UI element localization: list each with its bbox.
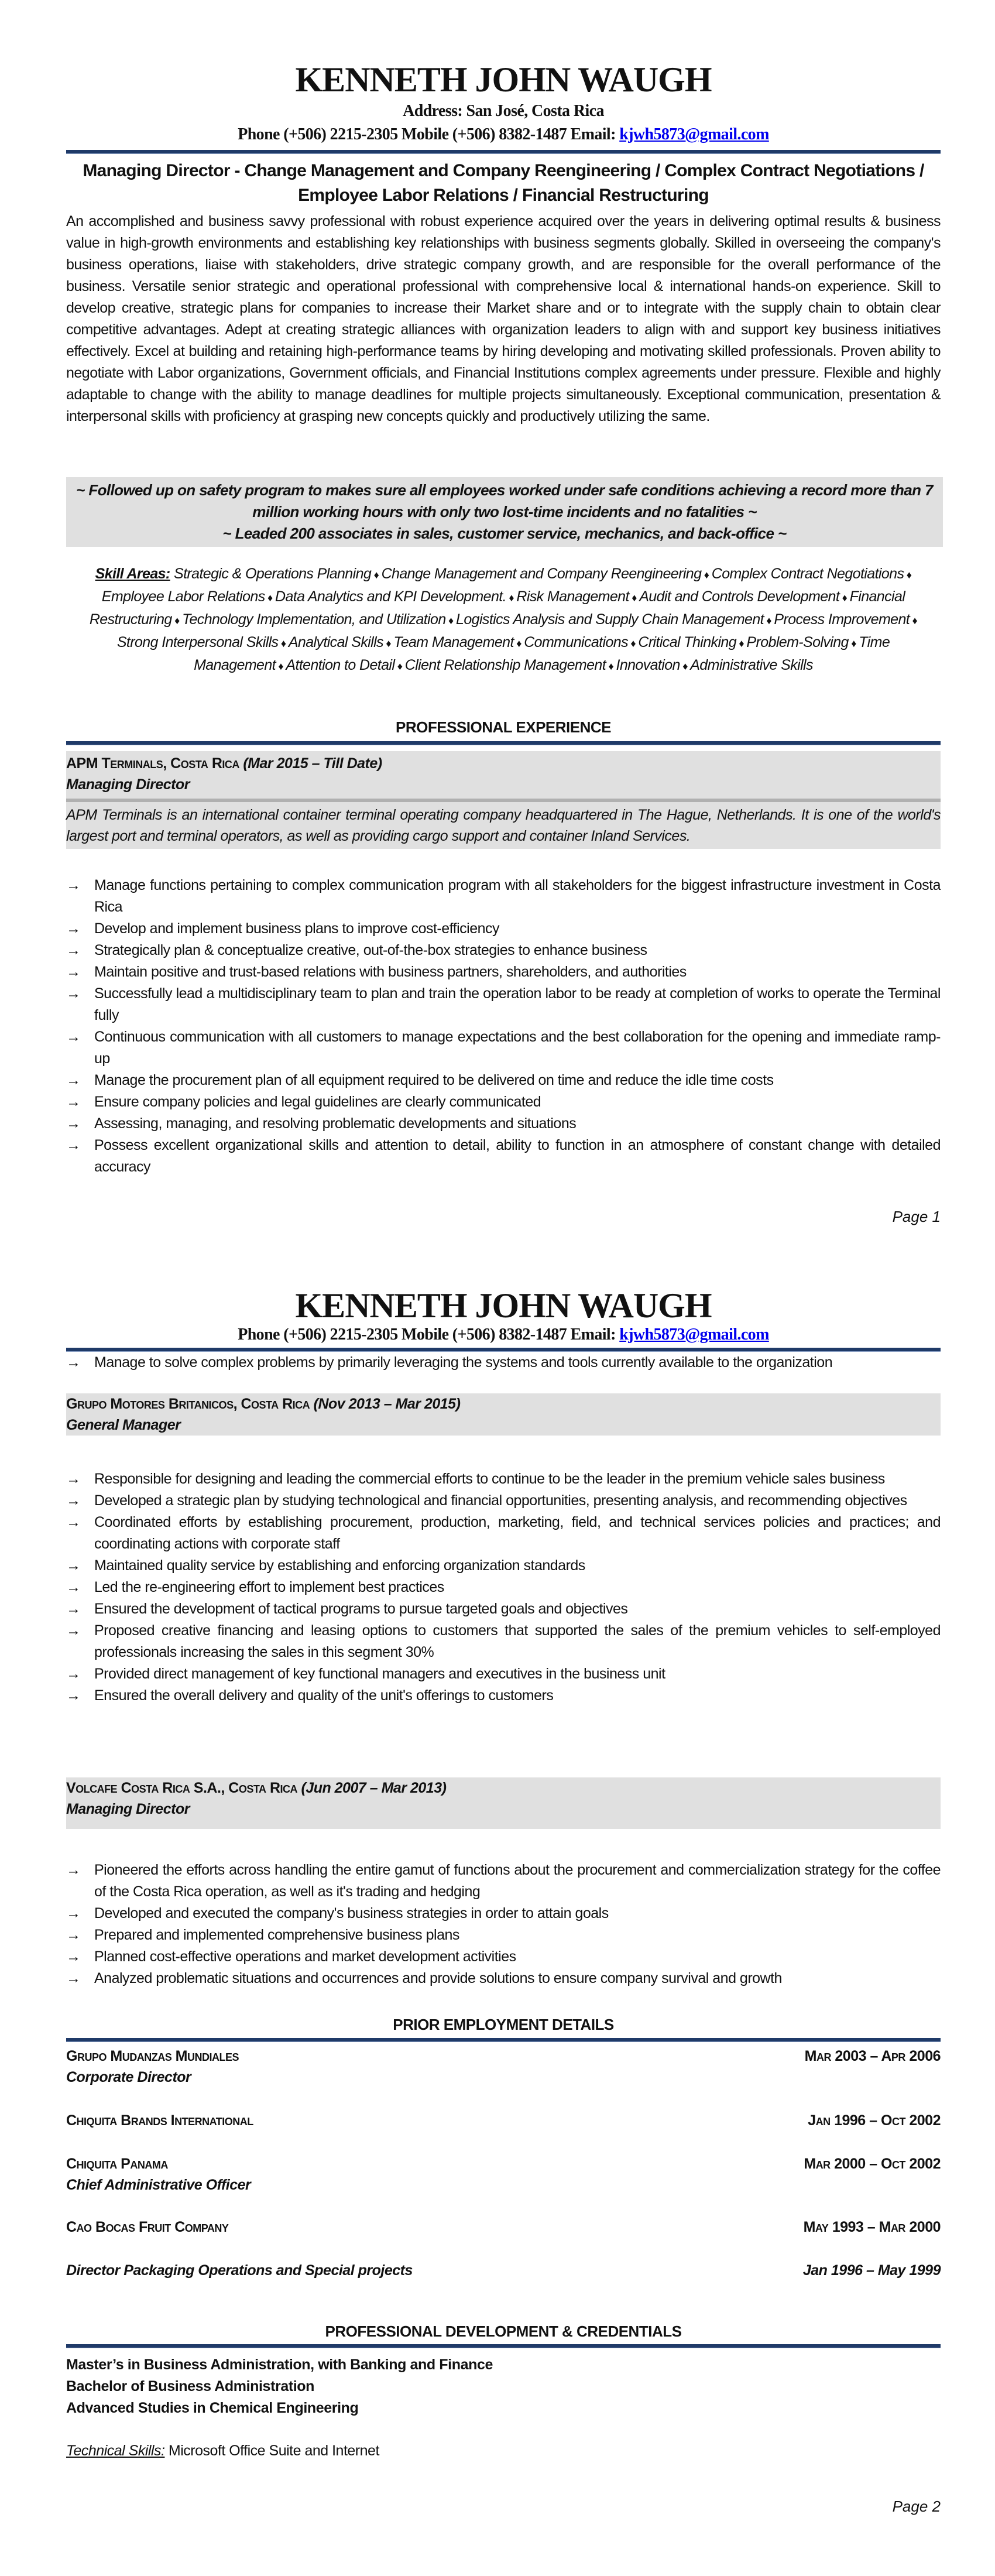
- bullet-text: Provided direct management of key functional managers and executives in the business unit: [94, 1666, 665, 1682]
- diamond-separator-icon: ♦: [627, 638, 639, 649]
- prior-employment-list: [66, 2046, 941, 2281]
- degree: Master’s in Business Administration, with Banking and Finance: [66, 2356, 493, 2373]
- prior-job: [66, 2153, 941, 2174]
- page-number: Page 2: [892, 2498, 941, 2515]
- company-name: Cao Bocas Fruit Company: [66, 2219, 229, 2235]
- skill-item: Attention to Detail: [286, 657, 395, 673]
- bullet-item: [66, 1903, 941, 1924]
- job-dates: Mar 2003 – Apr 2006: [804, 2048, 941, 2064]
- job-dates: (Nov 2013 – Mar 2015): [313, 1396, 461, 1412]
- diamond-separator-icon: ♦: [764, 615, 774, 626]
- skill-item: Risk Management: [516, 588, 629, 605]
- arrow-bullet-icon: →: [66, 920, 81, 937]
- job-title: Corporate Director: [66, 2069, 191, 2085]
- arrow-bullet-icon: →: [66, 1601, 81, 1617]
- job-dates: Jan 1996 – May 1999: [802, 2262, 941, 2279]
- bullet-item: [66, 1512, 941, 1555]
- job-title: Managing Director: [66, 1801, 190, 1817]
- skill-item: Strong Interpersonal Skills: [116, 634, 279, 650]
- job-title: Managing Director: [66, 776, 190, 793]
- prior-job: [66, 2217, 941, 2238]
- header-rule: [66, 1348, 941, 1352]
- job-dates: (Mar 2015 – Till Date): [243, 755, 382, 772]
- arrow-bullet-icon: →: [66, 964, 81, 980]
- company-name: Chiquita Panama: [66, 2156, 168, 2172]
- bullet-text: Ensured the overall delivery and quality of the unit's offerings to customers: [94, 1687, 554, 1704]
- skill-item: Employee Labor Relations: [101, 588, 265, 605]
- address: Address: San José, Costa Rica: [403, 102, 604, 120]
- job-title: General Manager: [66, 1417, 181, 1433]
- professional-headline: Managing Director - Change Management and Company Reengineering / Complex Contract Negotiations / Employee Labor Relations / Financial Restructuring: [83, 161, 924, 205]
- diamond-separator-icon: ♦: [506, 592, 517, 604]
- page-number: Page 1: [892, 1208, 941, 1225]
- bullet-item: [66, 940, 941, 961]
- skill-item: Complex Contract Negotiations: [711, 566, 904, 582]
- bullet-item: [66, 1859, 941, 1903]
- candidate-name: KENNETH JOHN WAUGH: [295, 60, 712, 99]
- diamond-separator-icon: ♦: [848, 638, 859, 649]
- candidate-name: KENNETH JOHN WAUGH: [295, 1286, 712, 1325]
- prior-job: [66, 2046, 941, 2067]
- bullet-text: Possess excellent organizational skills and attention to detail, ability to function in an atmosphere of constant change with detailed accuracy: [94, 1137, 941, 1175]
- arrow-bullet-icon: →: [66, 942, 81, 958]
- arrow-bullet-icon: →: [66, 1514, 81, 1530]
- bullet-text: Analyzed problematic situations and occurrences and provide solutions to ensure company survival and growth: [94, 1970, 782, 1986]
- job-title: Chief Administrative Officer: [66, 2177, 251, 2193]
- bullet-text: Led the re-engineering effort to implement best practices: [94, 1579, 444, 1595]
- skill-item: Time Management: [194, 634, 890, 673]
- bullet-text: Strategically plan & conceptualize creative, out-of-the-box strategies to enhance business: [94, 942, 647, 958]
- section-professional-development: PROFESSIONAL DEVELOPMENT & CREDENTIALS: [325, 2322, 682, 2340]
- diamond-separator-icon: ♦: [736, 638, 747, 649]
- summary-paragraph: An accomplished and business savvy professional with robust experience acquired over the years in delivering optimal results & business value in high-growth environments and establishing key relationships with business segments globally. Skilled in overseeing the company's business operations, liaise with stakeholders, drive strategic company growth, and are responsible for the overall performance of the business. Versatile senior strategic and operational professional with comprehensive local & international hands-on experience. Skill to develop creative, strategic plans for companies to increase their Market share and or to integrate with the supply chain to obtain clear competitive advantages. Adept at creating strategic alliances with organization leaders to align with and support key business initiatives effectively. Excel at building and retaining high-performance teams by hiring developing and motivating skilled professionals. Proven ability to negotiate with Labor organizations, Government officials, and Financial Institutions complex agreements under pressure. Flexible and highly adaptable to change with the ability to manage deadlines for multiple projects simultaneously. Exceptional communication, presentation & interpersonal skills with proficiency at grasping new concepts quickly and productively utilizing the same.: [66, 213, 941, 424]
- arrow-bullet-icon: →: [66, 1471, 81, 1487]
- prior-job: [66, 2110, 941, 2131]
- bullet-text: Continuous communication with all customers to manage expectations and the best collaboration for the opening and immediate ramp-up: [94, 1029, 941, 1067]
- bullet-text: Manage to solve complex problems by primarily leveraging the systems and tools currently available to the organization: [94, 1354, 833, 1371]
- diamond-separator-icon: ♦: [394, 660, 405, 672]
- arrow-bullet-icon: →: [66, 1094, 81, 1110]
- bullet-item: [66, 1577, 941, 1598]
- arrow-bullet-icon: →: [66, 1948, 81, 1965]
- degree: Bachelor of Business Administration: [66, 2378, 315, 2395]
- job-divider: [66, 799, 941, 802]
- technical-skills-value: Microsoft Office Suite and Internet: [164, 2443, 379, 2459]
- diamond-separator-icon: ♦: [276, 660, 286, 672]
- skill-item: Logistics Analysis and Supply Chain Management: [456, 611, 764, 628]
- contact-line: [66, 1323, 941, 1347]
- diamond-separator-icon: ♦: [904, 569, 912, 581]
- bullet-item: [66, 1598, 941, 1620]
- job-header-apm: [66, 751, 941, 849]
- degree: Advanced Studies in Chemical Engineering: [66, 2400, 359, 2416]
- technical-skills: [66, 2440, 941, 2462]
- job-dates: Mar 2000 – Oct 2002: [804, 2156, 941, 2172]
- skill-item: Problem-Solving: [746, 634, 849, 650]
- arrow-bullet-icon: →: [66, 1927, 81, 1943]
- bullet-item: [66, 1026, 941, 1070]
- diamond-separator-icon: ♦: [278, 638, 289, 649]
- contact-line: [66, 123, 941, 146]
- arrow-bullet-icon: →: [66, 1862, 81, 1878]
- skill-item: Process Improvement: [774, 611, 910, 628]
- arrow-bullet-icon: →: [66, 1029, 81, 1045]
- skill-item: Administrative Skills: [690, 657, 813, 673]
- email-link[interactable]: kjwh5873@gmail.com: [619, 1325, 769, 1344]
- education-list: [66, 2354, 941, 2419]
- section-rule: [66, 2344, 941, 2348]
- diamond-separator-icon: ♦: [701, 569, 712, 581]
- bullet-text: Coordinated efforts by establishing procurement, production, marketing, field, and technical services policies and practices; and coordinating actions with corporate staff: [94, 1514, 941, 1552]
- company-name: Grupo Motores Britanicos, Costa Rica: [66, 1396, 310, 1412]
- bullet-item: [66, 1968, 941, 1989]
- arrow-bullet-icon: →: [66, 985, 81, 1002]
- bullet-item: [66, 1490, 941, 1512]
- arrow-bullet-icon: →: [66, 877, 81, 893]
- prior-job-title: [66, 2174, 941, 2195]
- arrow-bullet-icon: →: [66, 1666, 81, 1682]
- arrow-bullet-icon: →: [66, 1905, 81, 1921]
- arrow-bullet-icon: →: [66, 1072, 81, 1088]
- job-bullets-grupo-motores: [66, 1468, 941, 1707]
- diamond-separator-icon: ♦: [171, 615, 183, 626]
- diamond-separator-icon: ♦: [265, 592, 275, 604]
- arrow-bullet-icon: →: [66, 1115, 81, 1132]
- skill-areas: [88, 563, 919, 677]
- arrow-bullet-icon: →: [66, 1687, 81, 1704]
- technical-skills-label: Technical Skills:: [66, 2443, 165, 2459]
- bullet-text: Planned cost-effective operations and market development activities: [94, 1948, 516, 1965]
- bullet-item: [66, 918, 941, 940]
- arrow-bullet-icon: →: [66, 1354, 81, 1371]
- highlight-safety: ~ Followed up on safety program to makes sure all employees worked under safe conditions achieving a record more than 7 million working hours with only two lost-time incidents and no fatalities ~: [76, 481, 933, 520]
- skill-item: Analytical Skills: [288, 634, 383, 650]
- bullet-item: [66, 1924, 941, 1946]
- job-bullets-volcafe: [66, 1859, 941, 1989]
- job-header-volcafe: [66, 1777, 941, 1829]
- header-rule: [66, 150, 941, 154]
- job-bullets-apm: [66, 875, 941, 1178]
- bullet-item: [66, 1620, 941, 1663]
- job-dates: Jan 1996 – Oct 2002: [808, 2112, 941, 2129]
- bullet-item: [66, 1468, 941, 1490]
- company-name: Volcafe Costa Rica S.A., Costa Rica: [66, 1780, 298, 1796]
- skill-item: Communications: [524, 634, 628, 650]
- arrow-bullet-icon: →: [66, 1557, 81, 1574]
- bullet-item: [66, 1070, 941, 1091]
- diamond-separator-icon: ♦: [910, 615, 918, 626]
- bullet-item: [66, 1685, 941, 1707]
- company-name: Grupo Mudanzas Mundiales: [66, 2048, 239, 2064]
- bullet-text: Responsible for designing and leading the commercial efforts to continue to be the leader in the premium vehicle sales business: [94, 1471, 885, 1487]
- bullet-text: Developed a strategic plan by studying technological and financial opportunities, presenting analysis, and recommending objectives: [94, 1492, 907, 1509]
- diamond-separator-icon: ♦: [680, 660, 691, 672]
- diamond-separator-icon: ♦: [371, 569, 382, 581]
- skill-item: Client Relationship Management: [404, 657, 606, 673]
- prior-job-title: [66, 2067, 941, 2088]
- diamond-separator-icon: ♦: [629, 592, 640, 604]
- diamond-separator-icon: ♦: [445, 615, 457, 626]
- section-professional-experience: PROFESSIONAL EXPERIENCE: [396, 718, 611, 736]
- bullet-item: [66, 983, 941, 1026]
- bullet-text: Prepared and implemented comprehensive business plans: [94, 1927, 459, 1943]
- job-header-grupo-motores: [66, 1393, 941, 1436]
- arrow-bullet-icon: →: [66, 1622, 81, 1639]
- skill-item: Change Management and Company Reengineering: [381, 566, 702, 582]
- bullet-item: [66, 1555, 941, 1577]
- skill-areas-label: Skill Areas:: [95, 566, 170, 582]
- bullet-item: [66, 1946, 941, 1968]
- highlight-leadership: ~ Leaded 200 associates in sales, customer service, mechanics, and back-office ~: [222, 525, 787, 542]
- skill-item: Financial Restructuring: [89, 588, 905, 628]
- bullet-text: Ensured the development of tactical programs to pursue targeted goals and objectives: [94, 1601, 628, 1617]
- section-rule: [66, 741, 941, 745]
- email-link[interactable]: kjwh5873@gmail.com: [619, 125, 769, 143]
- diamond-separator-icon: ♦: [606, 660, 616, 672]
- job-dates: May 1993 – Mar 2000: [803, 2219, 941, 2235]
- skill-item: Technology Implementation, and Utilization: [182, 611, 446, 628]
- bullet-text: Develop and implement business plans to improve cost-efficiency: [94, 920, 500, 937]
- arrow-bullet-icon: →: [66, 1492, 81, 1509]
- company-name: APM Terminals, Costa Rica: [66, 755, 239, 772]
- prior-role: [66, 2260, 941, 2281]
- bullet-text: Proposed creative financing and leasing options to customers that supported the sales of the premium vehicles to self-employed professionals increasing the sales in this segment 30%: [94, 1622, 941, 1660]
- arrow-bullet-icon: →: [66, 1970, 81, 1986]
- skill-item: Audit and Controls Development: [639, 588, 840, 605]
- highlights-box: [66, 477, 943, 547]
- job-dates: (Jun 2007 – Mar 2013): [301, 1780, 447, 1796]
- bullet-item: [66, 961, 941, 983]
- company-description: APM Terminals is an international container terminal operating company headquartered in The Hague, Netherlands. It is one of the world's largest port and terminal operators, as well as providing cargo support and container Inland Services.: [66, 807, 941, 844]
- bullet-text: Maintain positive and trust-based relations with business partners, shareholders, and authorities: [94, 964, 687, 980]
- phone-numbers: Phone (+506) 2215-2305 Mobile (+506) 8382-1487 Email:: [238, 1325, 620, 1344]
- bullet-text: Manage the procurement plan of all equipment required to be delivered on time and reduce the idle time costs: [94, 1072, 774, 1088]
- skill-item: Innovation: [616, 657, 680, 673]
- bullet-text: Developed and executed the company's business strategies in order to attain goals: [94, 1905, 609, 1921]
- bullet-item: [66, 1135, 941, 1178]
- section-rule: [66, 2038, 941, 2042]
- skill-item: Team Management: [393, 634, 514, 650]
- diamond-separator-icon: ♦: [513, 638, 524, 649]
- bullet-item: [66, 1663, 941, 1685]
- bullet-text: Successfully lead a multidisciplinary team to plan and train the operation labor to be ready at completion of works to operate the Terminal fully: [94, 985, 941, 1023]
- bullet-text: Maintained quality service by establishing and enforcing organization standards: [94, 1557, 585, 1574]
- arrow-bullet-icon: →: [66, 1137, 81, 1153]
- job-title: Director Packaging Operations and Special projects: [66, 2262, 413, 2279]
- bullet-text: Manage functions pertaining to complex communication program with all stakeholders for the biggest infrastructure investment in Costa Rica: [94, 877, 941, 915]
- arrow-bullet-icon: →: [66, 1579, 81, 1595]
- bullet-text: Pioneered the efforts across handling the entire gamut of functions about the procurement and commercialization strategy for the coffee of the Costa Rica operation, as well as it's trading and hedging: [94, 1862, 941, 1900]
- bullet-text: Ensure company policies and legal guidelines are clearly communicated: [94, 1094, 541, 1110]
- bullet-text: Assessing, managing, and resolving problematic developments and situations: [94, 1115, 577, 1132]
- bullet-item: [66, 1113, 941, 1135]
- company-name: Chiquita Brands International: [66, 2112, 253, 2129]
- bullet-item: [66, 1352, 941, 1373]
- skill-item: Data Analytics and KPI Development.: [275, 588, 506, 605]
- phone-numbers: Phone (+506) 2215-2305 Mobile (+506) 8382-1487 Email:: [238, 125, 620, 143]
- diamond-separator-icon: ♦: [383, 638, 394, 649]
- skill-item: Strategic & Operations Planning: [174, 566, 372, 582]
- job-bullets-apm-continued: [66, 1352, 941, 1373]
- bullet-item: [66, 875, 941, 918]
- bullet-item: [66, 1091, 941, 1113]
- skill-areas-list: [90, 566, 917, 673]
- section-prior-employment: PRIOR EMPLOYMENT DETAILS: [393, 2016, 614, 2033]
- skill-item: Critical Thinking: [638, 634, 737, 650]
- diamond-separator-icon: ♦: [839, 592, 850, 604]
